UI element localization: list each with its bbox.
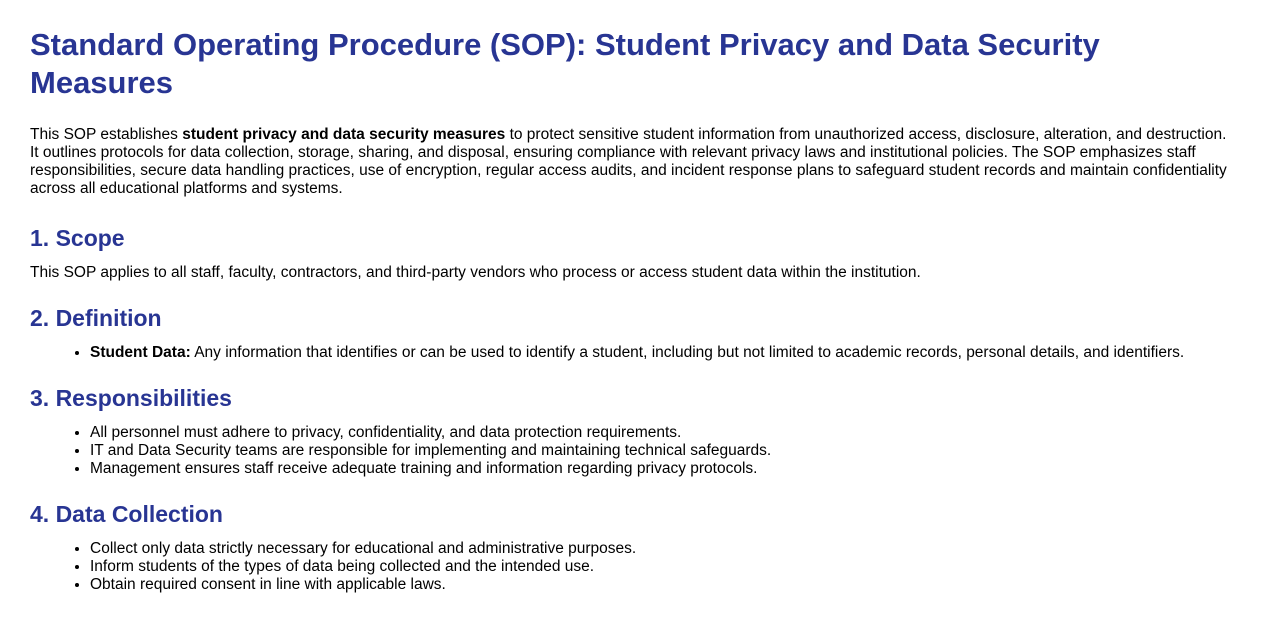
section-heading-definition: 2. Definition bbox=[30, 305, 162, 331]
intro-text-end: to protect sensitive student information from unauthorized access, disclosure, alteration, and destruction. It outlines protocols for data collection, storage, sharing, and disposal, ensuring compliance with relevant privacy laws and institutional policies. The SOP emphasizes staff responsibilities, secure data handling practices, use of encryption, regular access audits, and incident response plans to safeguard student records and maintain confidentiality across all educational platforms and systems. bbox=[30, 126, 1227, 197]
page-title: Standard Operating Procedure (SOP): Student Privacy and Data Security Measures bbox=[30, 27, 1100, 100]
list-item: • Obtain required consent in line with applicable laws. bbox=[90, 576, 1233, 594]
list-item: • Collect only data strictly necessary for educational and administrative purposes. bbox=[90, 540, 1233, 558]
intro-text-start: This SOP establishes bbox=[30, 126, 183, 143]
scope-text: This SOP applies to all staff, faculty, contractors, and third-party vendors who process or access student data within the institution. bbox=[30, 264, 921, 281]
list-item: • Management ensures staff receive adequate training and information regarding privacy protocols. bbox=[90, 460, 1233, 478]
responsibilities-list bbox=[30, 424, 1233, 478]
section-definition bbox=[30, 304, 1233, 362]
definition-text: Any information that identifies or can be used to identify a student, including but not limited to academic records, personal details, and identifiers. bbox=[190, 344, 1185, 361]
section-data-collection bbox=[30, 500, 1233, 594]
intro-bold-phrase: student privacy and data security measures bbox=[182, 126, 506, 143]
section-heading-data-collection: 4. Data Collection bbox=[30, 501, 223, 527]
section-heading-responsibilities: 3. Responsibilities bbox=[30, 385, 232, 411]
section-heading-scope: 1. Scope bbox=[30, 225, 125, 251]
section-responsibilities bbox=[30, 384, 1233, 478]
list-item bbox=[90, 344, 1233, 362]
intro-paragraph bbox=[30, 126, 1233, 198]
list-item: • All personnel must adhere to privacy, confidentiality, and data protection requirements. bbox=[90, 424, 1233, 442]
list-item: • IT and Data Security teams are responsible for implementing and maintaining technical safeguards. bbox=[90, 442, 1233, 460]
definition-term: Student Data: bbox=[90, 344, 191, 361]
data-collection-list bbox=[30, 540, 1233, 594]
definition-list bbox=[30, 344, 1233, 362]
section-scope bbox=[30, 224, 1233, 282]
list-item: • Inform students of the types of data being collected and the intended use. bbox=[90, 558, 1233, 576]
